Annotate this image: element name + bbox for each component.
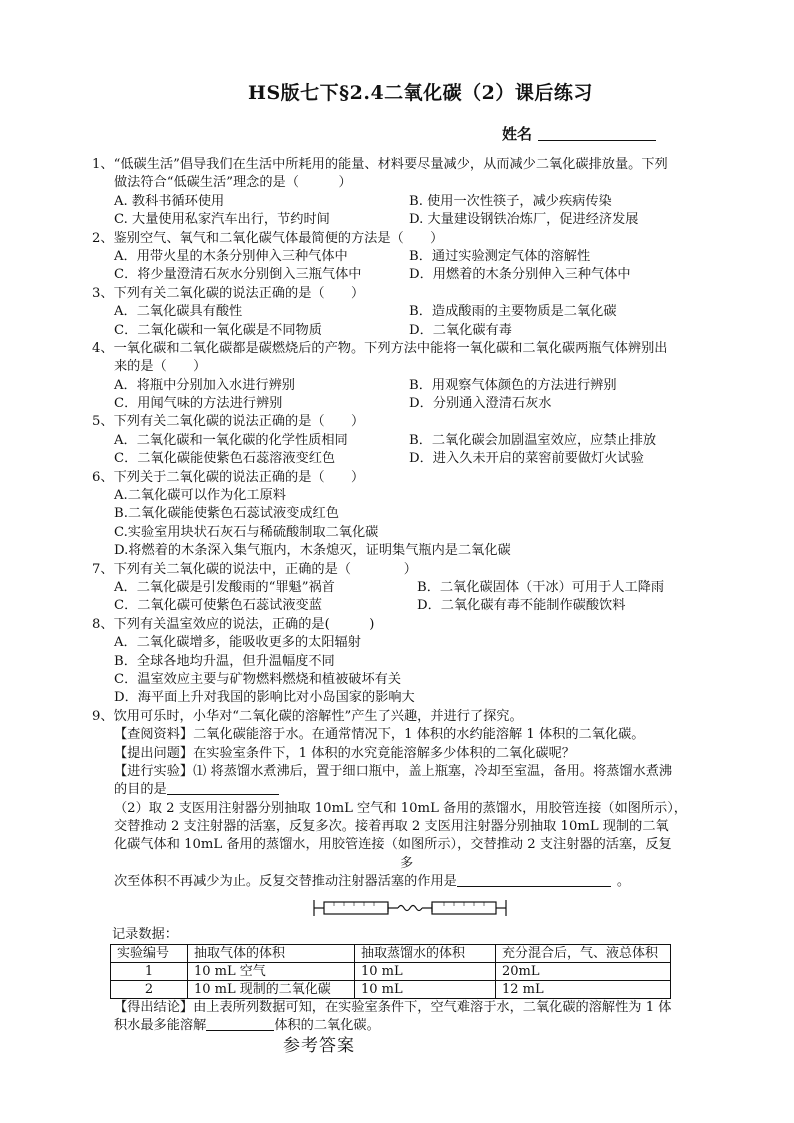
q3-options-ab xyxy=(92,303,692,321)
q9-conclusion-2 xyxy=(92,1017,692,1035)
name-field xyxy=(502,123,656,144)
data-table xyxy=(110,944,671,999)
q9-purpose-label: 的目的是 xyxy=(114,782,167,798)
q9-experiment-4: 化碳气体和 10mL 备用的蒸馏水，用胶管连接（如图所示），交替推动 2 支注射器的活塞，反复 xyxy=(114,837,672,853)
q1-option-d: D. 大量建设钢铁冶炼厂，促进经济发展 xyxy=(409,212,639,228)
q3-options-cd xyxy=(92,322,692,340)
q1-option-a: A. 教科书循环使用 xyxy=(114,193,225,209)
answer-heading: 参考答案 xyxy=(283,1036,355,1056)
q2-option-c: C．将少量澄清石灰水分别倒入三瓶气体中 xyxy=(114,267,362,283)
record-label: 记录数据： xyxy=(112,926,178,942)
table-cell: 1 xyxy=(111,963,188,981)
name-label: 姓名 xyxy=(502,125,533,143)
q4-options-cd xyxy=(92,395,692,413)
q8-option-d: D．海平面上升对我国的影响比对小岛国家的影响大 xyxy=(114,690,415,706)
q9-piston-blank[interactable] xyxy=(457,873,611,887)
q6-option-c: C.实验室用块状石灰石与稀硫酸制取二氧化碳 xyxy=(114,524,379,540)
q9-piston-line xyxy=(92,873,692,891)
q8-stem: 8、下列有关温室效应的说法，正确的是( ) xyxy=(92,616,375,632)
q1-stem-line2: 做法符合“低碳生活”理念的是（ ） xyxy=(114,175,352,191)
table-cell: 10 mL xyxy=(355,963,496,981)
table-row xyxy=(111,981,671,999)
q4-stem-line2: 来的是（ ） xyxy=(114,359,207,375)
q4-option-b: B．用观察气体颜色的方法进行辨别 xyxy=(409,377,617,393)
table-cell: 2 xyxy=(111,981,188,999)
q2-options-cd xyxy=(92,266,692,284)
table-header: 充分混合后，气、液总体积 xyxy=(496,945,671,963)
table-header: 抽取蒸馏水的体积 xyxy=(355,945,496,963)
q9-experiment-1: 【进行实验】⑴ 将蒸馏水煮沸后，置于细口瓶中，盖上瓶塞，冷却至室温，备用。将蒸馏水煮沸 xyxy=(114,763,673,779)
q5-option-b: B．二氧化碳会加剧温室效应，应禁止排放 xyxy=(409,432,657,448)
q7-stem: 7、下列有关二氧化碳的说法中，正确的是（ ） xyxy=(92,561,417,577)
q9-piston-end: 。 xyxy=(616,874,631,890)
q9-experiment-5: 多 xyxy=(400,855,414,871)
q7-option-b: B．二氧化碳固体（干冰）可用于人工降雨 xyxy=(417,579,665,595)
table-cell: 10 mL xyxy=(355,981,496,999)
q7-option-a: A．二氧化碳是引发酸雨的“罪魁”祸首 xyxy=(114,579,335,595)
q1-option-c: C. 大量使用私家汽车出行，节约时间 xyxy=(114,212,330,228)
q3-option-a: A．二氧化碳具有酸性 xyxy=(114,304,243,320)
table-cell: 12 mL xyxy=(496,981,671,999)
syringe-diagram xyxy=(92,896,692,920)
q7-option-c: C．二氧化碳可使紫色石蕊试液变蓝 xyxy=(114,598,322,614)
questions xyxy=(92,156,692,1036)
table-header: 实验编号 xyxy=(111,945,188,963)
q3-option-c: C．二氧化碳和一氧化碳是不同物质 xyxy=(114,322,322,338)
q3-option-d: D．二氧化碳有毒 xyxy=(409,322,512,338)
q2-options-ab xyxy=(92,248,692,266)
table-header: 抽取气体的体积 xyxy=(188,945,355,963)
table-cell: 10 mL 空气 xyxy=(188,963,355,981)
q8-option-a: A．二氧化碳增多，能吸收更多的太阳辐射 xyxy=(114,635,361,651)
q6-option-d: D.将燃着的木条深入集气瓶内，木条熄灭，证明集气瓶内是二氧化碳 xyxy=(114,543,511,559)
q8-option-c: C．温室效应主要与矿物燃料燃烧和植被破坏有关 xyxy=(114,671,402,687)
q5-option-a: A．二氧化碳和一氧化碳的化学性质相同 xyxy=(114,432,348,448)
q6-stem: 6、下列关于二氧化碳的说法正确的是（ ） xyxy=(92,469,365,485)
table-header-row xyxy=(111,945,671,963)
q7-options-cd xyxy=(92,597,692,615)
q9-lookup: 【查阅资料】二氧化碳能溶于水。在通常情况下，1 体积的水约能溶解 1 体积的二氧化碳。 xyxy=(114,727,645,743)
q7-option-d: D．二氧化碳有毒不能制作碳酸饮料 xyxy=(417,598,626,614)
q9-stem: 9、饮用可乐时，小华对“二氧化碳的溶解性”产生了兴趣，并进行了探究。 xyxy=(92,708,523,724)
q9-conclusion-blank[interactable] xyxy=(206,1017,274,1031)
q9-purpose-line xyxy=(92,781,692,799)
q9-conclusion-1: 【得出结论】由上表所列数据可知，在实验室条件下，空气难溶于水，二氧化碳的溶解性为 1 体 xyxy=(114,1000,672,1016)
q9-purpose-blank[interactable] xyxy=(167,781,279,795)
q1-options-cd xyxy=(92,211,692,229)
q5-option-d: D．进入久未开启的菜窖前要做灯火试验 xyxy=(409,451,644,467)
q2-option-a: A．用带火星的木条分别伸入三种气体中 xyxy=(114,248,348,264)
q3-option-b: B．造成酸雨的主要物质是二氧化碳 xyxy=(409,304,617,320)
q4-options-ab xyxy=(92,377,692,395)
q4-option-d: D．分别通入澄清石灰水 xyxy=(409,396,552,412)
q5-option-c: C．二氧化碳能使紫色石蕊溶液变红色 xyxy=(114,451,336,467)
q5-stem: 5、下列有关二氧化碳的说法正确的是（ ） xyxy=(92,414,365,430)
q5-options-cd xyxy=(92,450,692,468)
q9-piston-label: 次至体积不再减少为止。反复交替推动注射器活塞的作用是 xyxy=(114,874,457,890)
q1-option-b: B. 使用一次性筷子，减少疾病传染 xyxy=(409,193,612,209)
q2-option-b: B．通过实验测定气体的溶解性 xyxy=(409,248,591,264)
q6-option-a: A.二氧化碳可以作为化工原料 xyxy=(114,488,286,504)
q9-conclusion-label: 积水最多能溶解 xyxy=(114,1018,207,1034)
q9-question: 【提出问题】在实验室条件下，1 体积的水究竟能溶解多少体积的二氧化碳呢？ xyxy=(114,745,575,761)
q5-options-ab xyxy=(92,432,692,450)
syringe-icon xyxy=(92,896,692,920)
table-cell: 10 mL 现制的二氧化碳 xyxy=(188,981,355,999)
q9-experiment-3: 交替推动 2 支注射器的活塞，反复多次。接着再取 2 支医用注射器分别抽取 10mL 现制的二氧 xyxy=(114,819,669,835)
q1-options-ab xyxy=(92,193,692,211)
q3-stem: 3、下列有关二氧化碳的说法正确的是（ ） xyxy=(92,285,365,301)
q9-conclusion-end: 体积的二氧化碳。 xyxy=(274,1018,380,1034)
q1-stem-line1: 1、“低碳生活”倡导我们在生活中所耗用的能量、材料要尽量减少，从而减少二氧化碳排放量。下列 xyxy=(92,157,668,172)
q8-option-b: B．全球各地均升温，但升温幅度不同 xyxy=(114,653,335,669)
q6-option-b: B.二氧化碳能使紫色石蕊试液变成红色 xyxy=(114,506,339,522)
table-row xyxy=(111,963,671,981)
page-title: HS版七下§2.4二氧化碳（2）课后练习 xyxy=(248,82,593,104)
q2-option-d: D．用燃着的木条分别伸入三种气体中 xyxy=(409,267,631,283)
q9-experiment-2: （2）取 2 支医用注射器分别抽取 10mL 空气和 10mL 备用的蒸馏水，用胶管连接（如图所示）， xyxy=(114,800,687,816)
q2-stem: 2、鉴别空气、氧气和二氧化碳气体最简便的方法是（ ） xyxy=(92,230,444,246)
table-cell: 20mL xyxy=(496,963,671,981)
q7-options-ab xyxy=(92,579,692,597)
q4-option-c: C．用闻气味的方法进行辨别 xyxy=(114,396,283,412)
q4-option-a: A．将瓶中分别加入水进行辨别 xyxy=(114,377,295,393)
q4-stem-line1: 4、一氧化碳和二氧化碳都是碳燃烧后的产物。下列方法中能将一氧化碳和二氧化碳两瓶气体辨别出 xyxy=(92,340,668,356)
name-blank[interactable] xyxy=(538,126,656,141)
